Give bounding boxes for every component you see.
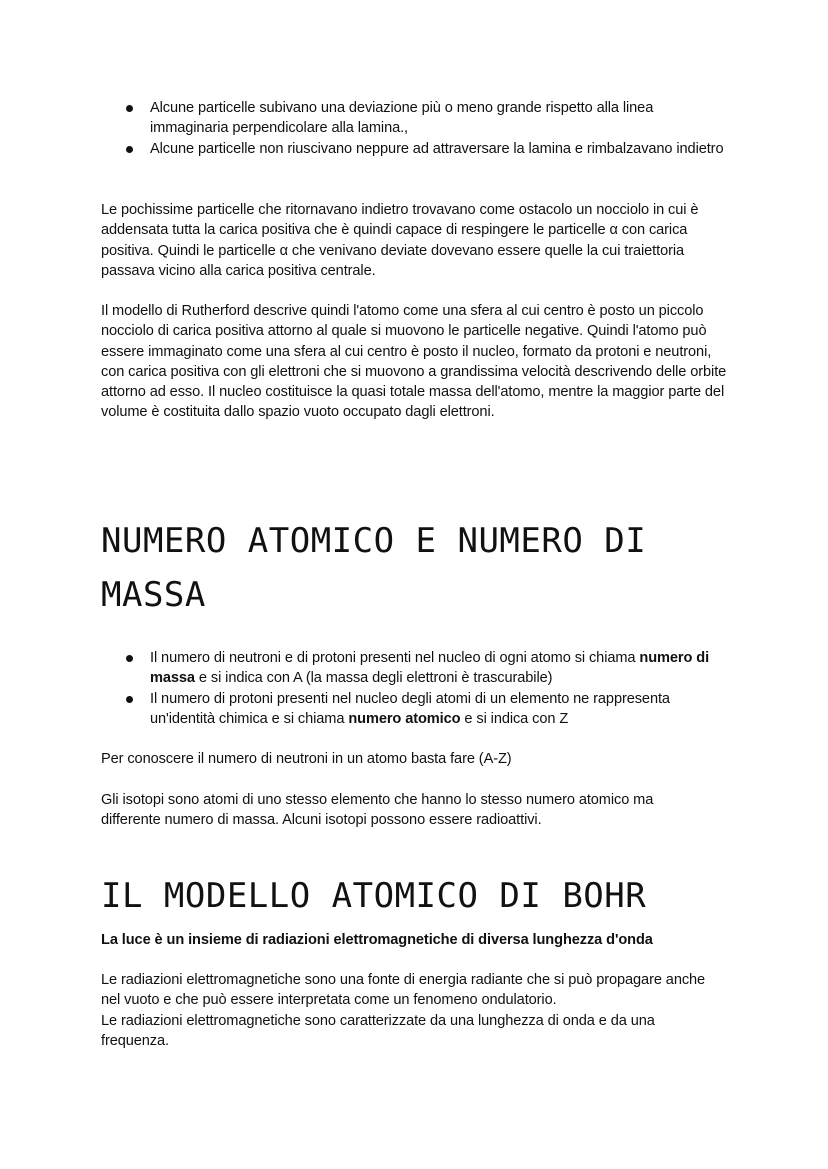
heading-bohr-model: IL MODELLO ATOMICO DI BOHR <box>101 876 647 916</box>
subheading-light: La luce è un insieme di radiazioni elettromagnetiche di diversa lunghezza d'onda <box>101 932 653 948</box>
list-item-text-before: Il numero di neutroni e di protoni presenti nel nucleo di ogni atomo si chiama <box>150 650 640 666</box>
list-item <box>101 648 733 689</box>
term-numero-atomico: numero atomico <box>348 710 461 727</box>
paragraph-alpha-particles: Le pochissime particelle che ritornavano indietro trovavano come ostacolo un nocciolo in cui è addensata tutta la carica positiva che è quindi capace di respingere le particelle α con carica positiva. Quindi le particelle α che venivano deviate dovevano essere quelle la cui traiettoria passava vicino alla carica positiva centrale. <box>101 202 699 279</box>
rutherford-results-list <box>101 98 731 159</box>
paragraph-electromagnetic <box>101 970 711 1051</box>
heading-numero-atomico: NUMERO ATOMICO E NUMERO DI MASSA <box>101 521 647 615</box>
bullet-icon <box>126 105 133 112</box>
bullet-icon <box>126 655 133 662</box>
term-numero-di-massa: numero di massa <box>150 650 710 687</box>
list-item <box>101 98 731 139</box>
bullet-icon <box>126 146 133 153</box>
list-item <box>101 689 733 730</box>
paragraph-rutherford-model: Il modello di Rutherford descrive quindi l'atomo come una sfera al cui centro è posto un piccolo nocciolo di carica positiva attorno al quale si muovono le particelle negative. Quindi l'atomo può essere immaginato come una sfera al cui centro è posto il nucleo, formato da protoni e neutroni, con carica positiva con gli elettroni che si muovono a grandissima velocità descrivendo delle orbite attorno ad esso. Il nucleo costituisce la quasi totale massa dell'atomo, mentre la maggior parte del volume è costituita dallo spazio vuoto occupato dagli elettroni. <box>101 303 727 421</box>
paragraph-isotopes: Gli isotopi sono atomi di uno stesso elemento che hanno lo stesso numero atomico ma differente numero di massa. Alcuni isotopi possono essere radioattivi. <box>101 792 654 829</box>
paragraph-line: Le radiazioni elettromagnetiche sono una fonte di energia radiante che si può propagare anche nel vuoto e che può essere interpretata come un fenomeno ondulatorio. <box>101 972 706 1009</box>
bullet-icon <box>126 696 133 703</box>
numero-atomico-list <box>101 648 733 729</box>
paragraph-line: Le radiazioni elettromagnetiche sono caratterizzate da una lunghezza di onda e da una frequenza. <box>101 1012 655 1049</box>
list-item-text: Alcune particelle non riuscivano neppure ad attraversare la lamina e rimbalzavano indietro <box>150 140 724 157</box>
list-item-text-after: e si indica con A (la massa degli elettroni è trascurabile) <box>194 670 553 687</box>
list-item-text-before: Il numero di protoni presenti nel nucleo degli atomi di un elemento ne rappresenta un'identità chimica e si chiama <box>150 690 670 727</box>
list-item <box>101 139 731 159</box>
list-item-text: Alcune particelle subivano una deviazione più o meno grande rispetto alla linea immaginaria perpendicolare alla lamina., <box>150 100 654 137</box>
paragraph-neutron-count: Per conoscere il numero di neutroni in un atomo basta fare (A-Z) <box>101 751 512 767</box>
list-item-text-after: e si indica con Z <box>460 710 569 727</box>
